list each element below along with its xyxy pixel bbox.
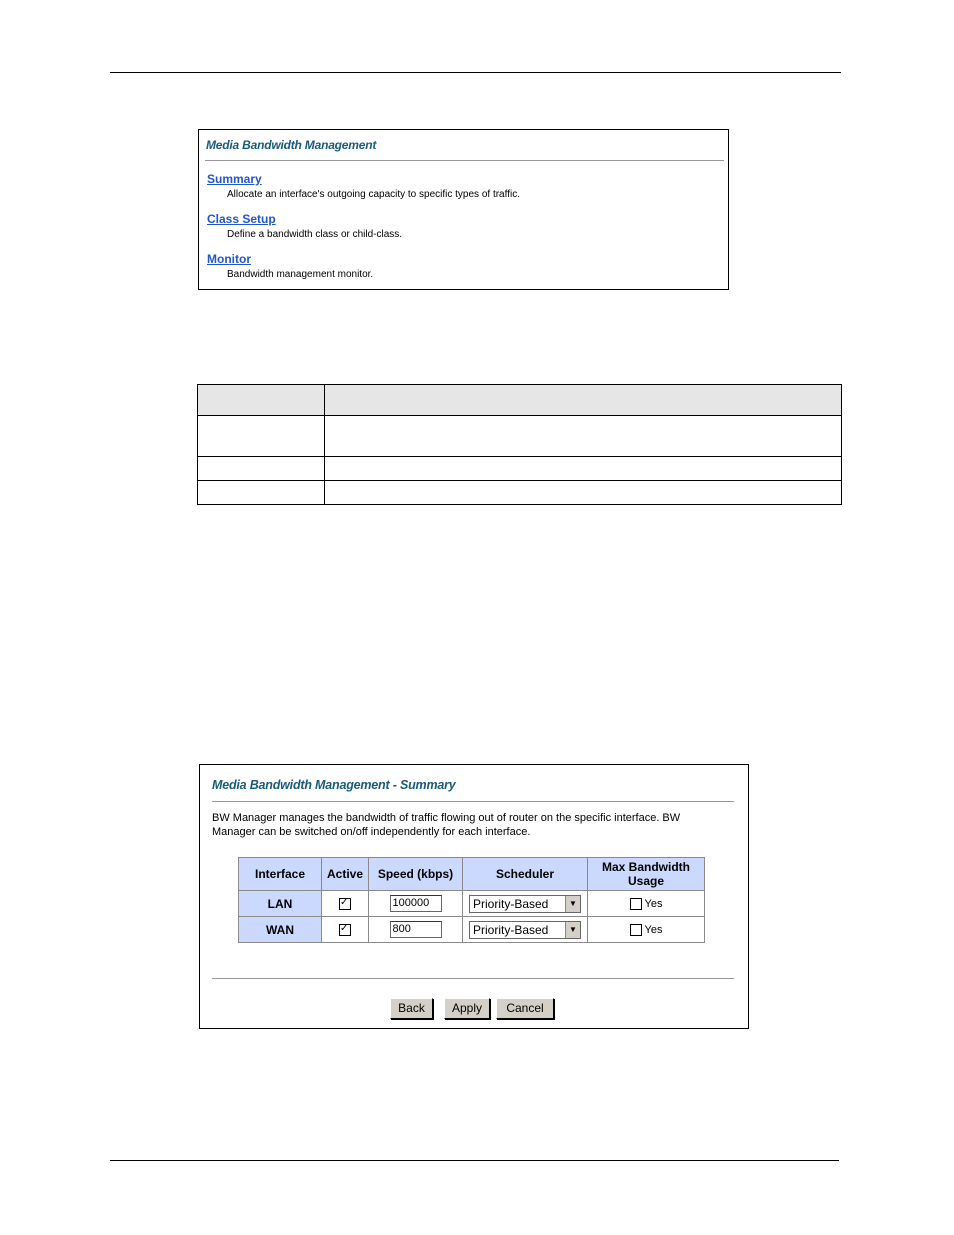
summary-description: Allocate an interface's outgoing capacity to specific types of traffic. [227, 189, 520, 200]
max-usage-checkbox[interactable] [630, 924, 642, 936]
summary-intro-text: BW Manager manages the bandwidth of traffic flowing out of router on the specific interface. BW Manager can be switched on/off independently for each interface. [212, 812, 681, 838]
speed-cell [369, 891, 463, 917]
bandwidth-summary-panel [199, 764, 749, 1029]
monitor-link[interactable]: Monitor [207, 252, 251, 266]
table-cell [325, 416, 842, 457]
scheduler-header: Scheduler [463, 858, 588, 891]
active-cell [322, 891, 369, 917]
table-cell [325, 385, 842, 416]
apply-button[interactable]: Apply [444, 998, 490, 1019]
speed-input[interactable]: 800 [390, 921, 442, 938]
summary-link[interactable]: Summary [207, 172, 262, 186]
cancel-button[interactable]: Cancel [496, 998, 554, 1019]
interface-name: WAN [239, 917, 322, 943]
chevron-down-icon[interactable]: ▼ [565, 922, 580, 938]
media-bandwidth-menu-panel [198, 129, 729, 290]
summary-title: Media Bandwidth Management - Summary [212, 778, 456, 792]
interface-header: Interface [239, 858, 322, 891]
active-cell [322, 917, 369, 943]
description-table [197, 384, 842, 505]
table-cell [325, 457, 842, 481]
table-cell [198, 416, 325, 457]
table-cell [198, 385, 325, 416]
speed-cell [369, 917, 463, 943]
buttons-divider [212, 978, 734, 979]
scheduler-select[interactable] [469, 895, 581, 913]
active-header: Active [322, 858, 369, 891]
table-row [239, 891, 705, 917]
scheduler-cell [463, 917, 588, 943]
table-cell [198, 457, 325, 481]
scheduler-cell [463, 891, 588, 917]
chevron-down-icon[interactable]: ▼ [565, 896, 580, 912]
interface-table [238, 857, 705, 943]
scheduler-select[interactable] [469, 921, 581, 939]
table-header-row [198, 385, 842, 416]
table-row [239, 917, 705, 943]
class-setup-link[interactable]: Class Setup [207, 212, 276, 226]
max-usage-cell [588, 917, 705, 943]
title-divider [205, 160, 724, 161]
table-row [198, 457, 842, 481]
table-row [198, 481, 842, 505]
class-setup-description: Define a bandwidth class or child-class. [227, 229, 403, 240]
table-row [198, 416, 842, 457]
max-bandwidth-header: Max Bandwidth Usage [588, 858, 705, 891]
back-button[interactable]: Back [390, 998, 433, 1019]
panel-title: Media Bandwidth Management [206, 138, 377, 152]
table-cell [325, 481, 842, 505]
table-header-row [239, 858, 705, 891]
max-usage-checkbox[interactable] [630, 898, 642, 910]
speed-header: Speed (kbps) [369, 858, 463, 891]
table-cell [198, 481, 325, 505]
scheduler-value: Priority-Based [473, 896, 549, 911]
scheduler-value: Priority-Based [473, 922, 549, 937]
interface-name: LAN [239, 891, 322, 917]
footer-rule [110, 1160, 839, 1161]
speed-input[interactable]: 100000 [390, 895, 442, 912]
title-divider [212, 801, 734, 802]
yes-label: Yes [644, 924, 663, 937]
header-rule [110, 72, 841, 73]
max-usage-cell [588, 891, 705, 917]
monitor-description: Bandwidth management monitor. [227, 269, 374, 280]
active-checkbox[interactable] [339, 924, 351, 936]
active-checkbox[interactable] [339, 898, 351, 910]
yes-label: Yes [644, 898, 663, 911]
